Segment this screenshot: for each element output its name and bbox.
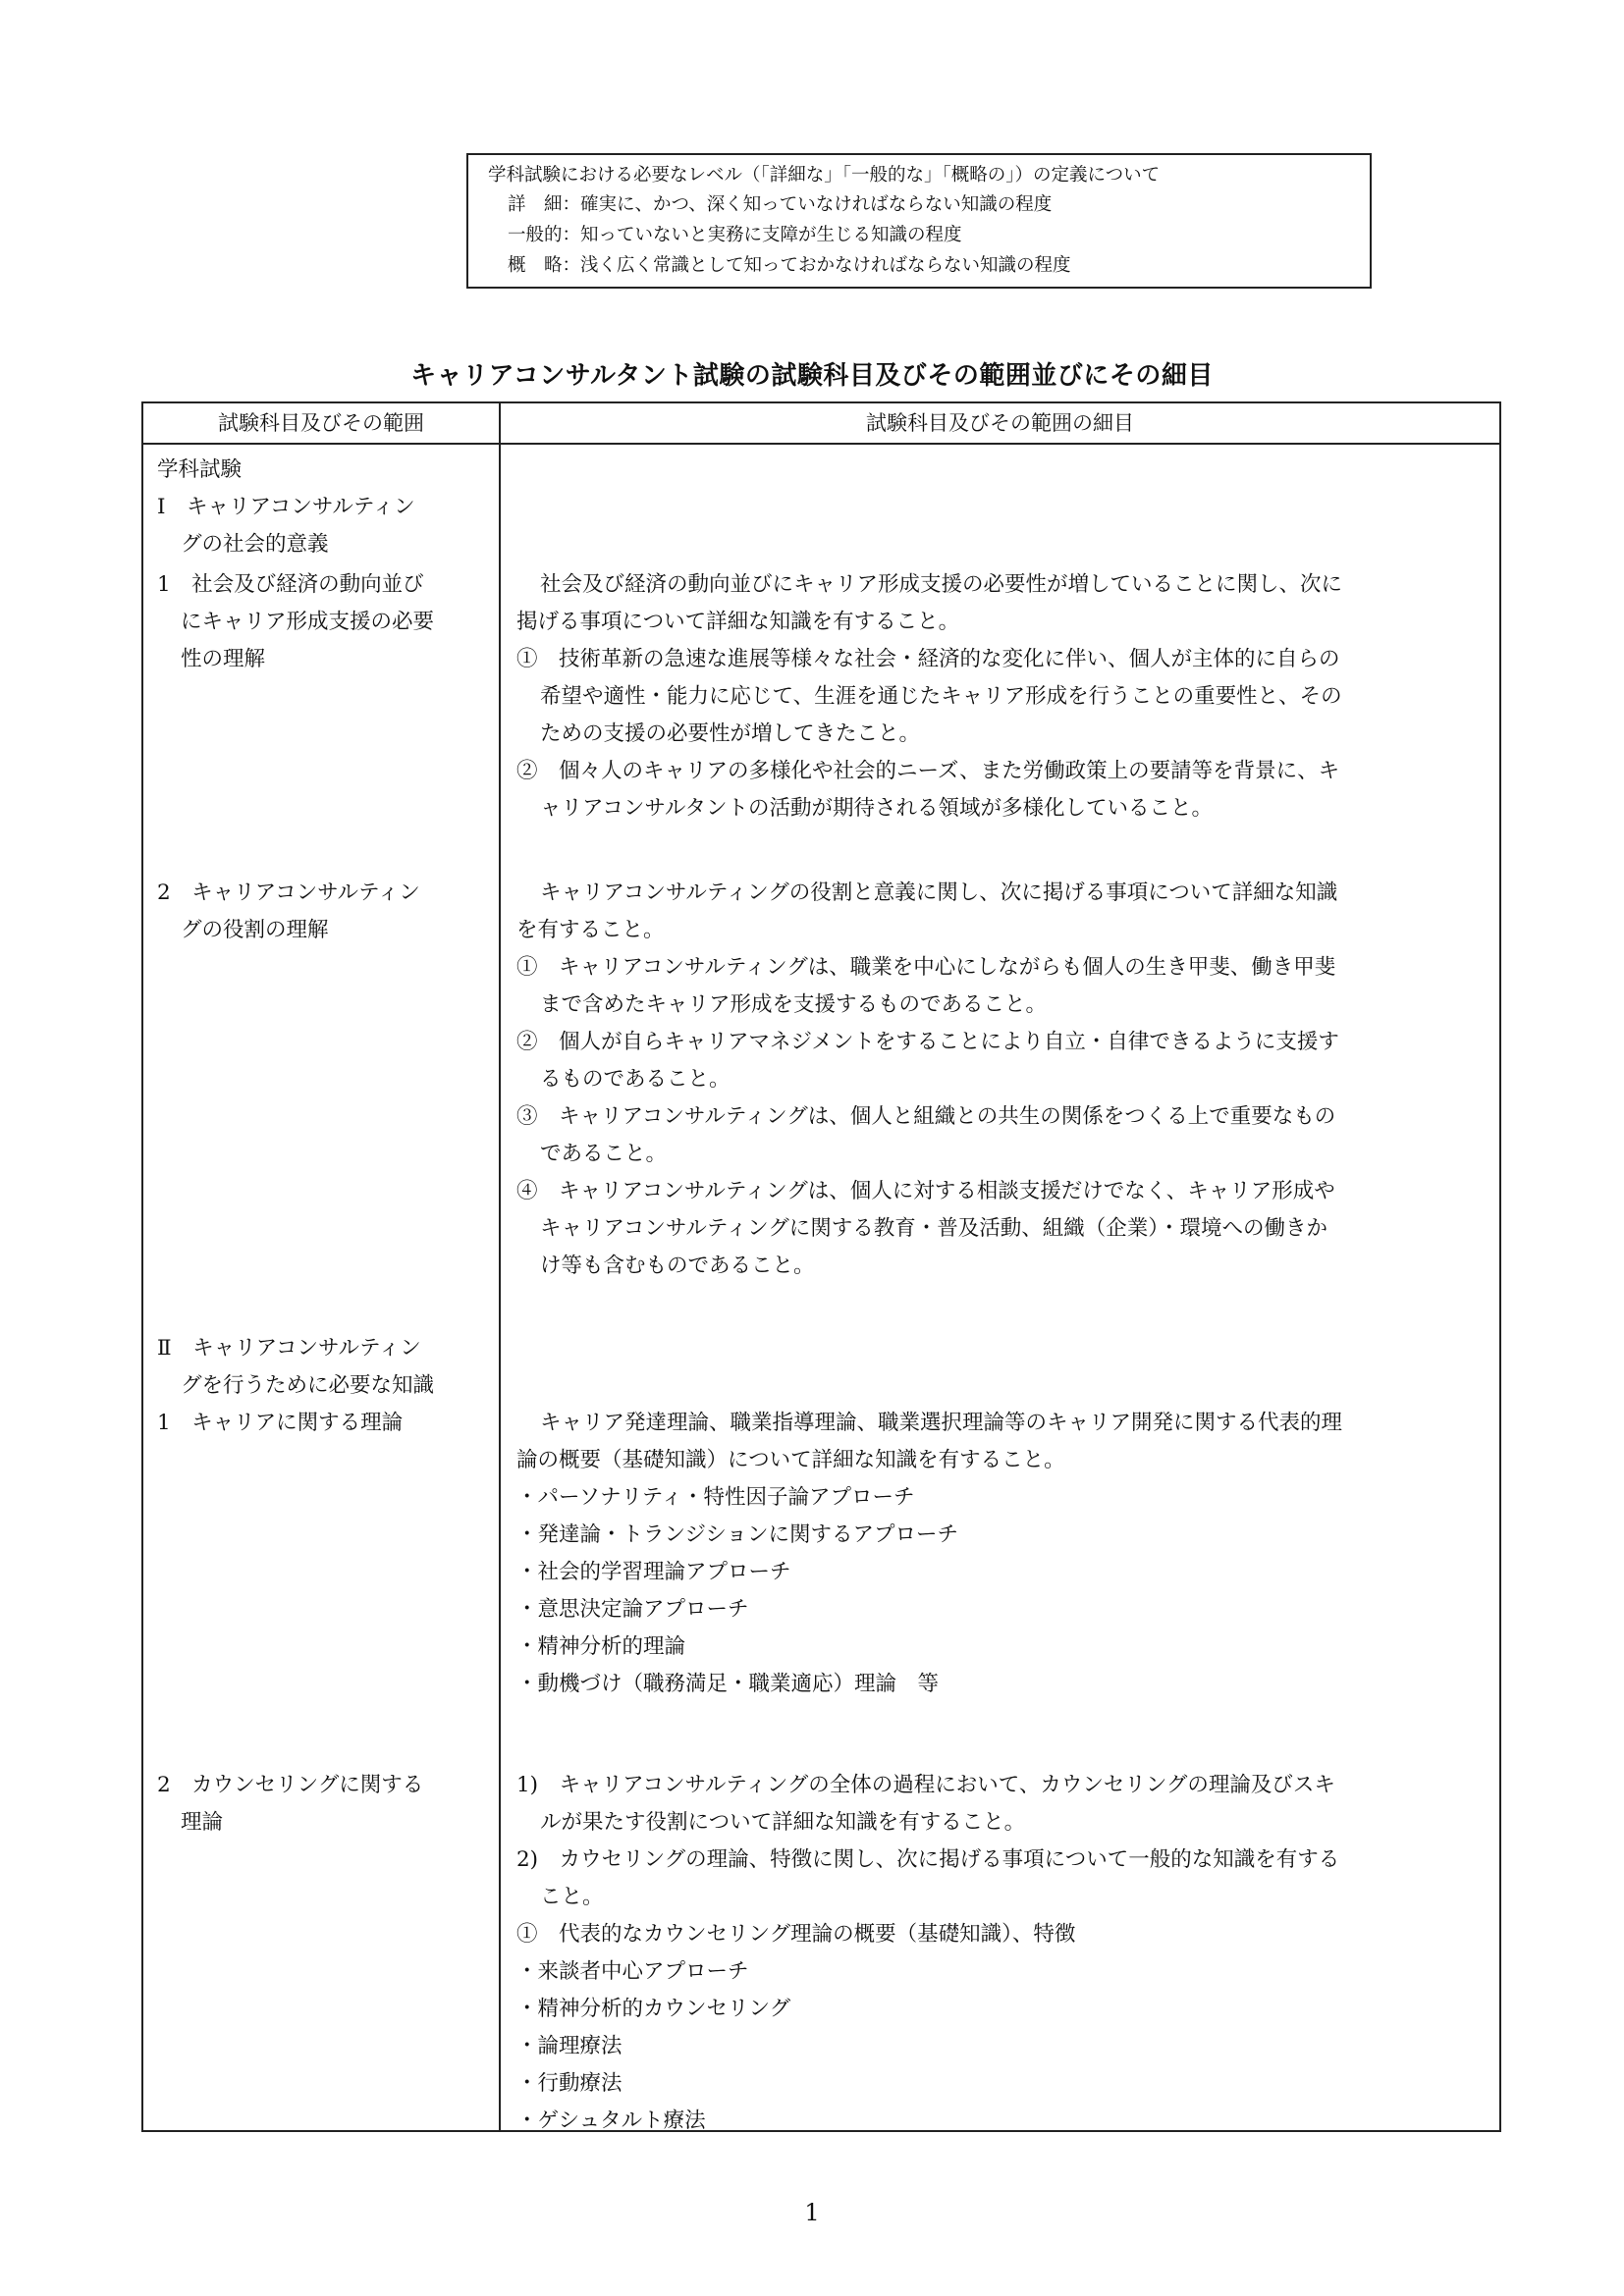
exam-subjects-table — [141, 401, 1501, 2132]
header-right: 試験科目及びその範囲の細目 — [866, 411, 1134, 435]
right-line: ・ゲシュタルト療法 — [516, 2109, 706, 2133]
right-line: ② 個々人のキャリアの多様化や社会的ニーズ、また労働政策上の要請等を背景に、キ — [516, 759, 1340, 783]
right-line: ルが果たす役割について詳細な知識を有すること。 — [540, 1810, 1026, 1835]
right-line: 2) カウセリングの理論、特徴に関し、次に掲げる事項について一般的な知識を有する — [516, 1847, 1340, 1872]
page-number: 1 — [804, 2199, 820, 2226]
left-line: にキャリア形成支援の必要 — [181, 610, 435, 634]
right-line: キャリア発達理論、職業指導理論、職業選択理論等のキャリア開発に関する代表的理 — [540, 1411, 1343, 1435]
right-line: ③ キャリアコンサルティングは、個人と組織との共生の関係をつくる上で重要なもの — [516, 1104, 1336, 1129]
right-line: ・意思決定論アプローチ — [516, 1597, 749, 1622]
right-line: ・精神分析的理論 — [516, 1634, 686, 1659]
right-line: ・発達論・トランジションに関するアプローチ — [516, 1522, 958, 1547]
right-line: るものであること。 — [540, 1067, 731, 1092]
right-line: まで含めたキャリア形成を支援するものであること。 — [540, 992, 1048, 1017]
right-line: ・精神分析的カウンセリング — [516, 1997, 791, 2021]
header-divider — [143, 443, 1499, 445]
definition-overview: 概 略：浅く広く常識として知っておかなければならない知識の程度 — [508, 255, 1071, 276]
right-line: 社会及び経済の動向並びにキャリア形成支援の必要性が増していることに関し、次に — [540, 572, 1343, 597]
right-line: ための支援の必要性が増してきたこと。 — [540, 721, 921, 746]
right-line: ① 技術革新の急速な進展等様々な社会・経済的な変化に伴い、個人が主体的に自らの — [516, 647, 1340, 671]
definition-detailed: 詳 細：確実に、かつ、深く知っていなければならない知識の程度 — [508, 194, 1053, 215]
definition-general: 一般的：知っていないと実務に支障が生じる知識の程度 — [508, 225, 962, 245]
right-line: け等も含むものであること。 — [540, 1254, 815, 1278]
right-line: ・来談者中心アプローチ — [516, 1959, 749, 1984]
left-line: Ⅰ キャリアコンサルティン — [157, 495, 415, 519]
level-definition-box — [466, 153, 1372, 289]
right-line: ャリアコンサルタントの活動が期待される領域が多様化していること。 — [540, 796, 1213, 821]
right-line: キャリアコンサルティングに関する教育・普及活動、組織（企業）・環境への働きか — [540, 1216, 1327, 1241]
right-line: ・行動療法 — [516, 2071, 623, 2096]
right-line: ・パーソナリティ・特性因子論アプローチ — [516, 1485, 915, 1510]
right-line: 掲げる事項について詳細な知識を有すること。 — [516, 610, 960, 634]
left-line: 理論 — [181, 1810, 224, 1835]
right-line: ④ キャリアコンサルティングは、個人に対する相談支援だけでなく、キャリア形成や — [516, 1179, 1335, 1203]
left-line: グの役割の理解 — [181, 918, 329, 942]
right-line: を有すること。 — [516, 918, 665, 942]
right-line: であること。 — [540, 1142, 668, 1166]
left-line: 1 キャリアに関する理論 — [157, 1411, 404, 1435]
right-line: 論の概要（基礎知識）について詳細な知識を有すること。 — [516, 1448, 1065, 1472]
right-line: 希望や適性・能力に応じて、生涯を通じたキャリア形成を行うことの重要性と、その — [540, 684, 1342, 709]
left-line: 性の理解 — [181, 647, 266, 671]
right-line: ① 代表的なカウンセリング理論の概要（基礎知識）、特徴 — [516, 1922, 1076, 1947]
page-title: キャリアコンサルタント試験の試験科目及びその範囲並びにその細目 — [410, 361, 1214, 391]
left-line: グを行うために必要な知識 — [181, 1373, 435, 1398]
header-left: 試験科目及びその範囲 — [218, 411, 424, 435]
left-line: Ⅱ キャリアコンサルティン — [157, 1336, 421, 1361]
right-line: ・動機づけ（職務満足・職業適応）理論 等 — [516, 1672, 940, 1696]
right-line: ② 個人が自らキャリアマネジメントをすることにより自立・自律できるように支援す — [516, 1030, 1339, 1054]
left-line: グの社会的意義 — [181, 532, 329, 557]
right-line: キャリアコンサルティングの役割と意義に関し、次に掲げる事項について詳細な知識 — [540, 881, 1338, 905]
definition-heading: 学科試験における必要なレベル（「詳細な」「一般的な」「概略の」）の定義について — [488, 165, 1161, 186]
column-divider — [499, 403, 501, 2130]
left-line: 2 キャリアコンサルティン — [157, 881, 420, 905]
right-line: ・論理療法 — [516, 2034, 623, 2058]
right-line: 1) キャリアコンサルティングの全体の過程において、カウンセリングの理論及びスキ — [516, 1773, 1335, 1797]
right-line: こと。 — [540, 1885, 604, 1909]
right-line: ① キャリアコンサルティングは、職業を中心にしながらも個人の生き甲斐、働き甲斐 — [516, 955, 1336, 980]
left-line: 2 カウンセリングに関する — [157, 1773, 424, 1797]
left-line: 学科試験 — [157, 457, 243, 482]
left-line: 1 社会及び経済の動向並び — [157, 572, 424, 597]
right-line: ・社会的学習理論アプローチ — [516, 1560, 791, 1584]
